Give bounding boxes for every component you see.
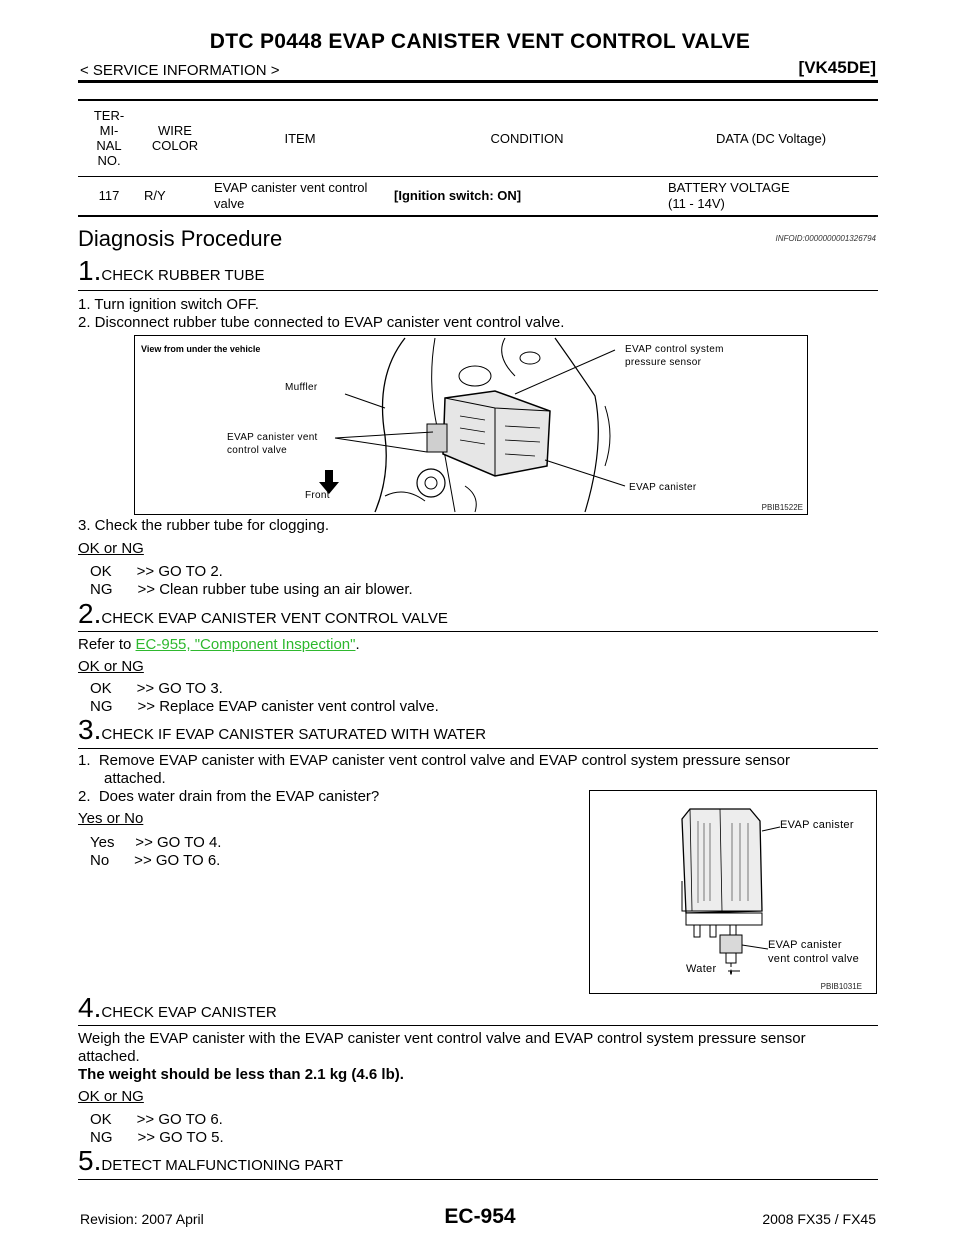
figure-water-label: Water [686, 963, 717, 975]
step-1-ng: NG >> Clean rubber tube using an air blower. [90, 581, 413, 598]
step-1-heading [78, 255, 264, 287]
footer-model: 2008 FX35 / FX45 [762, 1211, 876, 1227]
figure-under-vehicle [134, 335, 808, 515]
step-4-heading [78, 992, 277, 1024]
step-1-okng: OK or NG [78, 540, 144, 557]
figure-view-label: View from under the vehicle [141, 344, 261, 354]
step-3-title: CHECK IF EVAP CANISTER SATURATED WITH WATER [101, 726, 487, 743]
step-3-line-1b: attached. [104, 770, 166, 787]
step-5-rule [78, 1179, 878, 1180]
col-data: DATA (DC Voltage) [715, 130, 827, 146]
step-5-title: DETECT MALFUNCTIONING PART [101, 1157, 344, 1174]
col-wire-color: WIRE COLOR [151, 123, 199, 154]
header-rule [78, 80, 878, 83]
step-5-heading [78, 1145, 343, 1177]
step-3-yes: Yes >> GO TO 4. [90, 834, 222, 851]
table-row [78, 176, 878, 216]
step-3-number: 3. [78, 714, 102, 745]
step-5-number: 5. [78, 1145, 102, 1176]
figure-evap-canister [589, 790, 877, 994]
step-4-number: 4. [78, 992, 102, 1023]
step-2-refer-text: Refer to [78, 636, 136, 653]
info-id: INFOID:0000000001326794 [775, 234, 876, 243]
step-1-number: 1. [78, 255, 102, 286]
step-1-line-2: 2. Disconnect rubber tube connected to EVAP canister vent control valve. [78, 314, 565, 331]
figure-sensor-label-1: EVAP control system [625, 344, 724, 355]
cell-condition: [Ignition switch: ON] [394, 188, 522, 204]
step-4-title: CHECK EVAP CANISTER [101, 1004, 277, 1021]
footer-revision: Revision: 2007 April [80, 1211, 204, 1227]
step-3-rule [78, 748, 878, 749]
step-2-title: CHECK EVAP CANISTER VENT CONTROL VALVE [101, 610, 448, 627]
col-item: ITEM [284, 130, 316, 146]
step-4-ok: OK >> GO TO 6. [90, 1111, 223, 1128]
cell-terminal: 117 [98, 188, 120, 204]
cell-item: EVAP canister vent control valve [214, 179, 368, 211]
step-2-heading [78, 598, 448, 630]
col-terminal: TER- MI- NAL NO. [93, 108, 125, 169]
step-3-no: No >> GO TO 6. [90, 852, 221, 869]
section-label: < SERVICE INFORMATION > [80, 62, 280, 79]
figure-sensor-label-2: pressure sensor [625, 357, 702, 368]
step-3-line-2: 2. Does water drain from the EVAP canister? [78, 788, 380, 805]
figure-vent-label-2: control valve [227, 445, 288, 456]
engine-label: [VK45DE] [798, 58, 876, 77]
step-1-line-1: 1. Turn ignition switch OFF. [78, 296, 259, 313]
figure-vent-label-4: vent control valve [768, 953, 859, 965]
step-2-number: 2. [78, 598, 102, 629]
figure-front-label: Front [305, 490, 330, 501]
step-4-okng: OK or NG [78, 1088, 144, 1105]
figure-id-2: PBIB1031E [820, 982, 862, 991]
figure-id: PBIB1522E [761, 503, 803, 512]
figure-canister-label-2: EVAP canister [780, 819, 854, 831]
footer-page-number: EC-954 [444, 1205, 516, 1228]
step-4-rule [78, 1025, 878, 1026]
figure-vent-label-1: EVAP canister vent [227, 432, 318, 443]
figure-muffler-label: Muffler [285, 382, 318, 393]
step-4-line-2: attached. [78, 1048, 140, 1065]
step-1-rule [78, 290, 878, 291]
step-2-ok: OK >> GO TO 3. [90, 680, 223, 697]
terminal-table [78, 99, 878, 217]
figure-vent-label-3: EVAP canister [768, 939, 842, 951]
diagnosis-heading: Diagnosis Procedure [78, 226, 283, 251]
step-2-period: . [355, 636, 360, 653]
component-inspection-link[interactable]: EC-955, "Component Inspection" [135, 636, 356, 653]
under-vehicle-diagram [135, 336, 807, 514]
step-2-ng: NG >> Replace EVAP canister vent control valve. [90, 698, 439, 715]
col-condition: CONDITION [490, 130, 564, 146]
cell-wire: R/Y [144, 188, 166, 204]
page-title: DTC P0448 EVAP CANISTER VENT CONTROL VALVE [209, 30, 751, 53]
step-2-refer [78, 636, 360, 654]
step-2-okng: OK or NG [78, 658, 144, 675]
figure-canister-label: EVAP canister [629, 482, 697, 493]
step-3-heading [78, 714, 486, 746]
step-3-line-1: 1. Remove EVAP canister with EVAP canister vent control valve and EVAP control system pressure sensor [78, 752, 790, 769]
step-1-line-3: 3. Check the rubber tube for clogging. [78, 517, 329, 534]
step-2-rule [78, 631, 878, 632]
table-header-row [78, 100, 878, 176]
step-4-line-1: Weigh the EVAP canister with the EVAP canister vent control valve and EVAP control system pressure sensor [78, 1030, 806, 1047]
step-1-title: CHECK RUBBER TUBE [101, 267, 265, 284]
step-4-spec: The weight should be less than 2.1 kg (4.6 lb). [78, 1066, 404, 1083]
step-4-ng: NG >> GO TO 5. [90, 1129, 224, 1146]
step-3-yesno: Yes or No [78, 810, 144, 827]
cell-data: BATTERY VOLTAGE (11 - 14V) [668, 179, 790, 211]
step-1-ok: OK >> GO TO 2. [90, 563, 223, 580]
